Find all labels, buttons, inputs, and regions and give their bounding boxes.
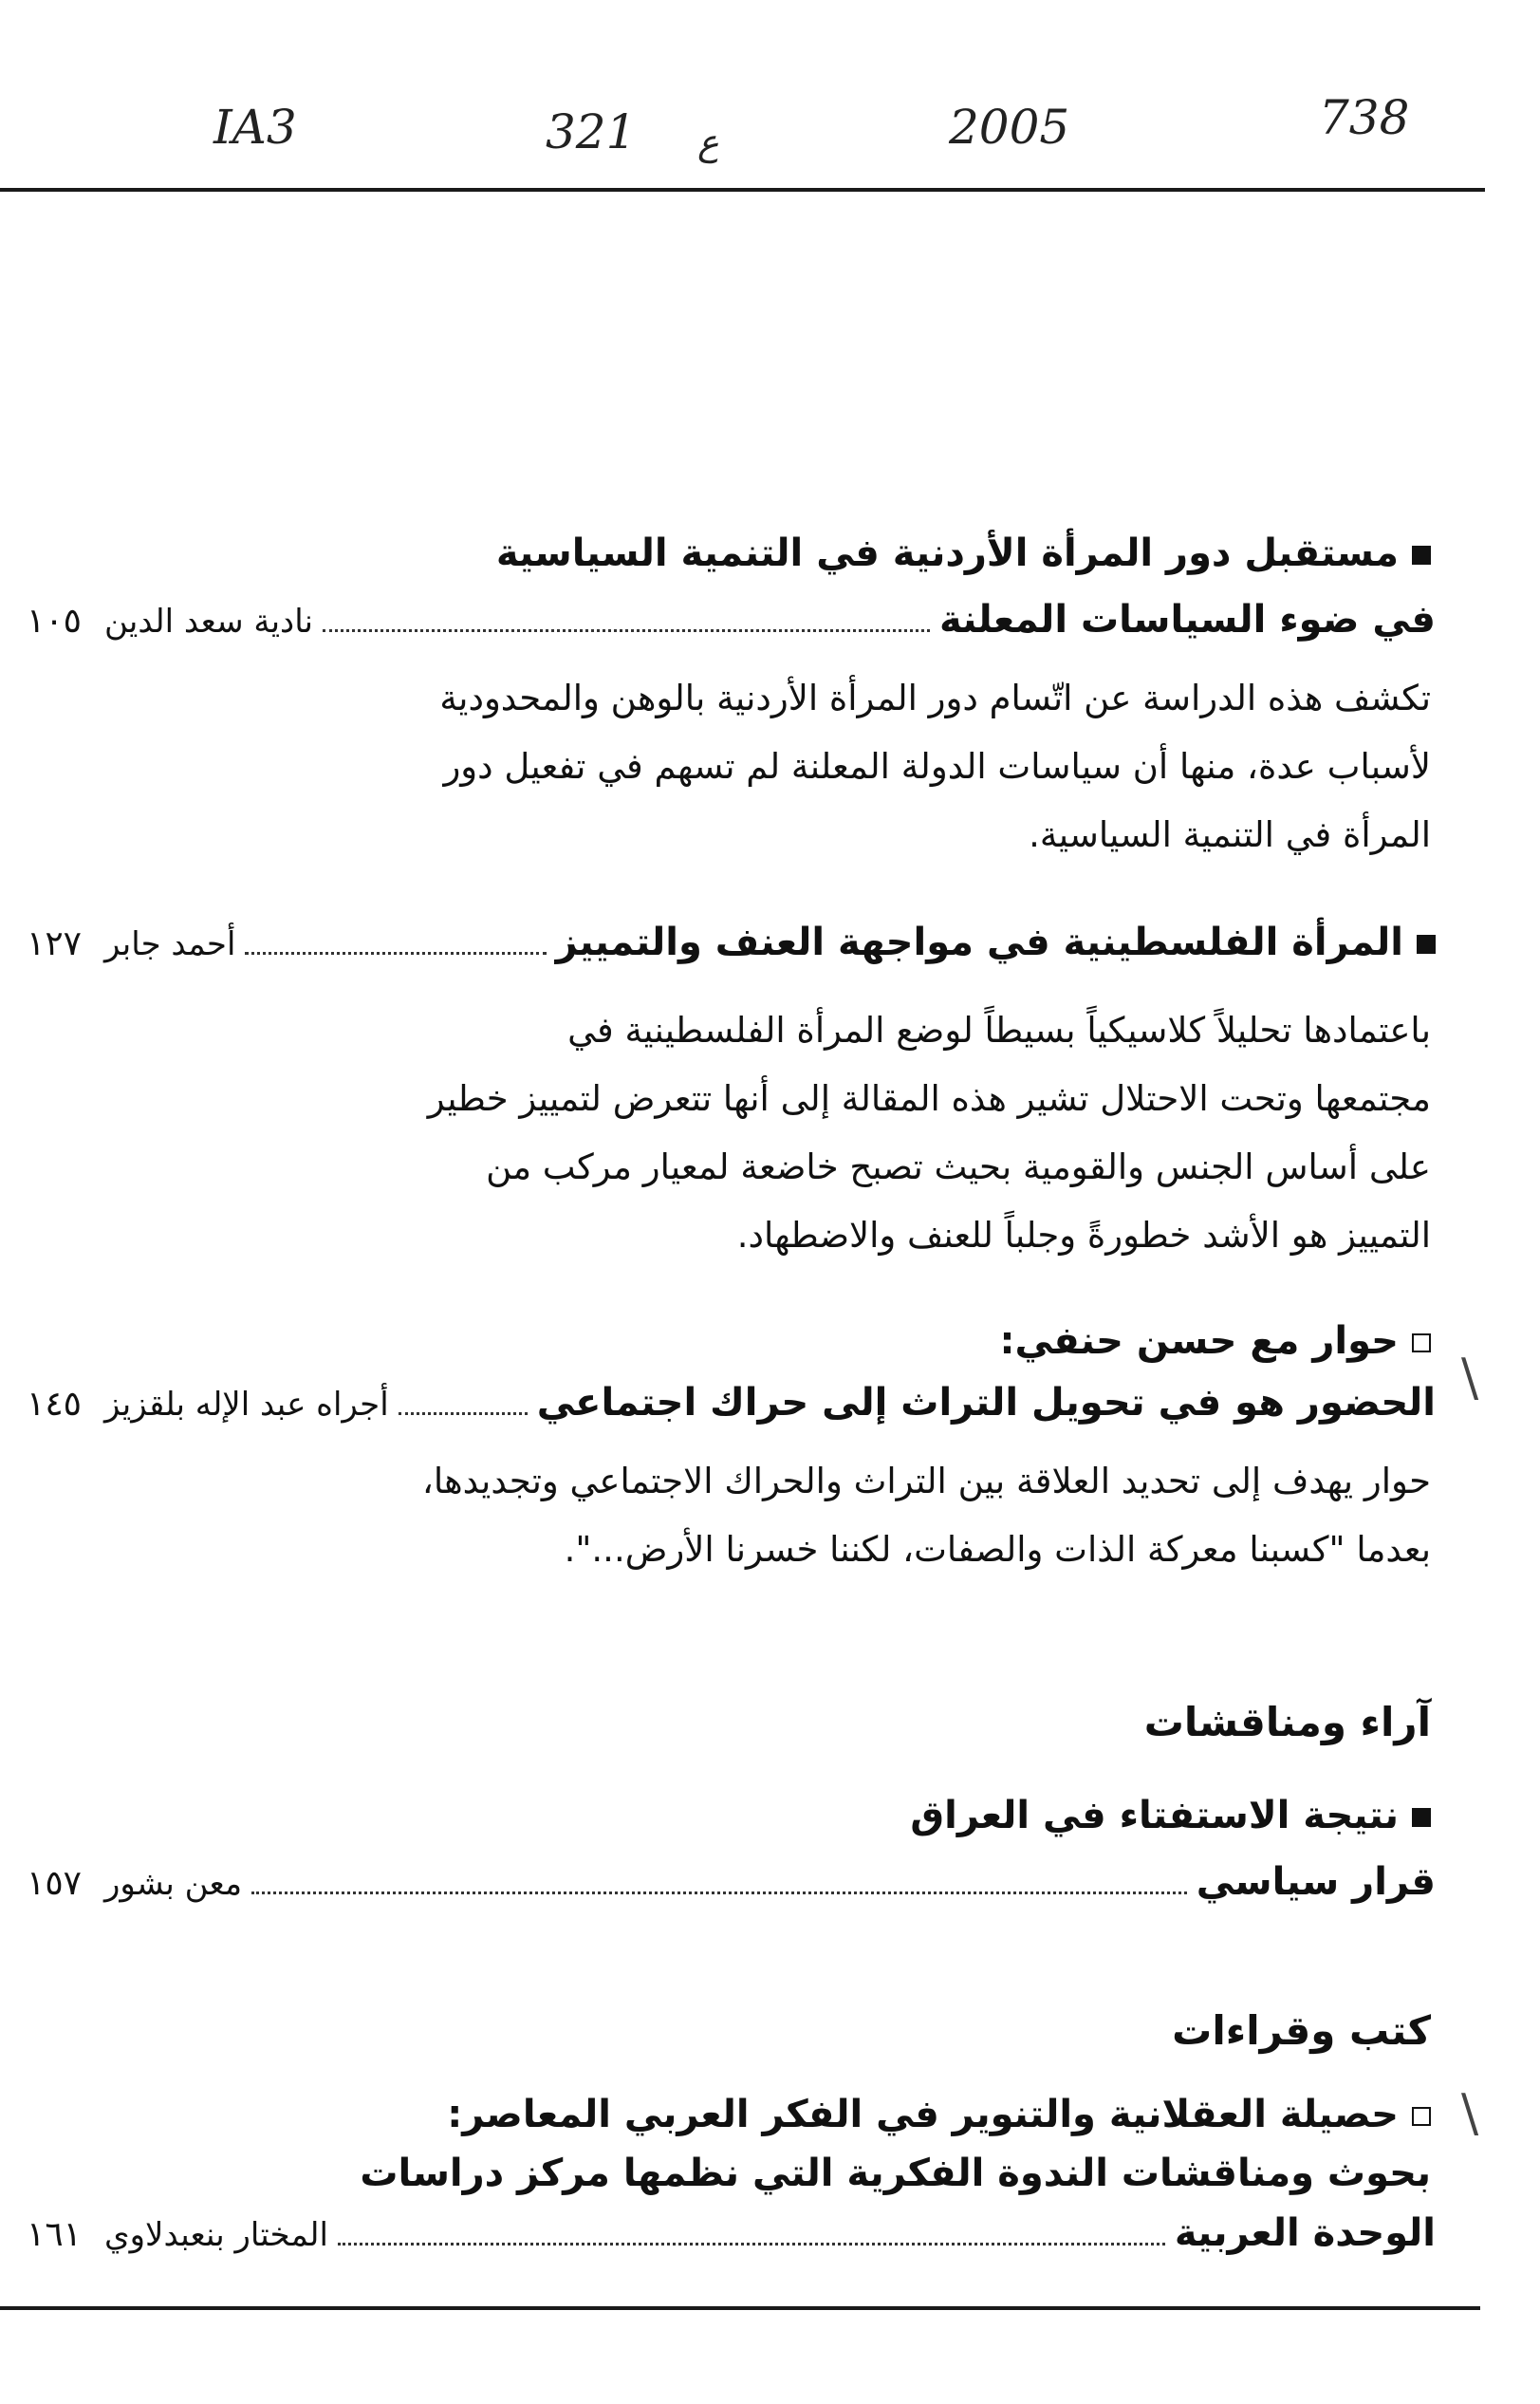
abstract-line: تكشف هذه الدراسة عن اتّسام دور المرأة الأردنية بالوهن والمحدودية — [439, 678, 1431, 718]
entry-1-author: نادية سعد الدين — [104, 603, 314, 641]
hollow-square-bullet-icon — [1412, 2107, 1431, 2126]
abstract-line: حوار يهدف إلى تحديد العلاقة بين التراث والحراك الاجتماعي وتجديدها، — [421, 1461, 1431, 1501]
opinions-toc-line — [27, 1855, 1436, 1909]
section-heading-opinions: آراء ومناقشات — [1143, 1699, 1431, 1745]
books-page: ١٦١ — [27, 2215, 83, 2254]
leader-dots — [323, 629, 930, 632]
check-mark-icon: \ — [1461, 2083, 1479, 2143]
abstract-line: المرأة في التنمية السياسية. — [1029, 814, 1431, 855]
bottom-rule — [0, 2306, 1480, 2310]
books-title-line3: الوحدة العربية — [1174, 2211, 1436, 2255]
handwritten-letter: ع — [697, 121, 719, 163]
opinions-author: معن بشور — [104, 1865, 243, 1903]
entry-2-page: ١٢٧ — [27, 924, 83, 963]
entry-1-page: ١٠٥ — [27, 602, 83, 641]
leader-dots — [251, 1892, 1187, 1894]
books-title-line2: بحوث ومناقشات الندوة الفكرية التي نظمها مركز دراسات — [360, 2152, 1431, 2195]
abstract-line: باعتمادها تحليلاً كلاسيكياً بسيطاً لوضع المرأة الفلسطينية في — [567, 1010, 1431, 1051]
entry-1-toc-line — [27, 593, 1436, 646]
entry-3-toc-line — [27, 1376, 1436, 1429]
opinions-title-line2: قرار سياسي — [1196, 1860, 1436, 1904]
entry-2-abstract — [428, 997, 1431, 1270]
handwritten-year: 2005 — [949, 100, 1070, 155]
entry-3-page: ١٤٥ — [27, 1385, 83, 1424]
books-author: المختار بنعبدلاوي — [104, 2216, 328, 2254]
handwritten-code: IA3 — [213, 100, 297, 155]
entry-1-abstract — [439, 664, 1431, 869]
opinions-title-line1: نتيجة الاستفتاء في العراق — [910, 1789, 1431, 1842]
leader-dots — [399, 1412, 528, 1415]
entry-3-author: أجراه عبد الإله بلقزيز — [104, 1386, 389, 1424]
leader-dots — [245, 952, 546, 955]
abstract-line: مجتمعها وتحت الاحتلال تشير هذه المقالة إلى أنها تتعرض لتمييز خطير — [427, 1078, 1431, 1119]
handwritten-number: 321 — [546, 104, 637, 159]
entry-2-toc-line — [27, 916, 1436, 969]
entry-1-title-line2: في ضوء السياسات المعلنة — [939, 598, 1436, 642]
section-heading-books: كتب وقراءات — [1172, 2007, 1431, 2054]
opinions-page: ١٥٧ — [27, 1864, 83, 1903]
entry-1-title-line1: مستقبل دور المرأة الأردنية في التنمية السياسية — [496, 527, 1431, 580]
check-mark-icon: \ — [1461, 1348, 1479, 1407]
books-toc-line — [27, 2207, 1436, 2260]
hollow-square-bullet-icon — [1412, 1333, 1431, 1352]
leader-dots — [338, 2243, 1165, 2246]
abstract-line: لأسباب عدة، منها أن سياسات الدولة المعلنة لم تسهم في تفعيل دور — [443, 746, 1431, 787]
filled-square-bullet-icon — [1417, 935, 1436, 954]
handwritten-id: 738 — [1319, 90, 1410, 145]
entry-3-title-line2: الحضور هو في تحويل التراث إلى حراك اجتماعي — [536, 1381, 1436, 1425]
books-title-line1: حصيلة العقلانية والتنوير في الفكر العربي المعاصر: — [447, 2088, 1431, 2141]
filled-square-bullet-icon — [1412, 546, 1431, 565]
entry-2-title: المرأة الفلسطينية في مواجهة العنف والتمييز — [556, 916, 1436, 969]
entry-3-title-line1: حوار مع حسن حنفي: — [1000, 1314, 1431, 1368]
entry-3-abstract — [422, 1447, 1431, 1584]
filled-square-bullet-icon — [1412, 1808, 1431, 1827]
abstract-line: على أساس الجنس والقومية بحيث تصبح خاضعة لمعيار مركب من — [486, 1146, 1431, 1187]
top-rule — [0, 188, 1485, 192]
abstract-line: بعدما "كسبنا معركة الذات والصفات، لكننا خسرنا الأرض...". — [564, 1529, 1431, 1570]
abstract-line: التمييز هو الأشد خطورةً وجلباً للعنف والاضطهاد. — [736, 1215, 1431, 1256]
entry-2-author: أحمد جابر — [104, 925, 236, 963]
